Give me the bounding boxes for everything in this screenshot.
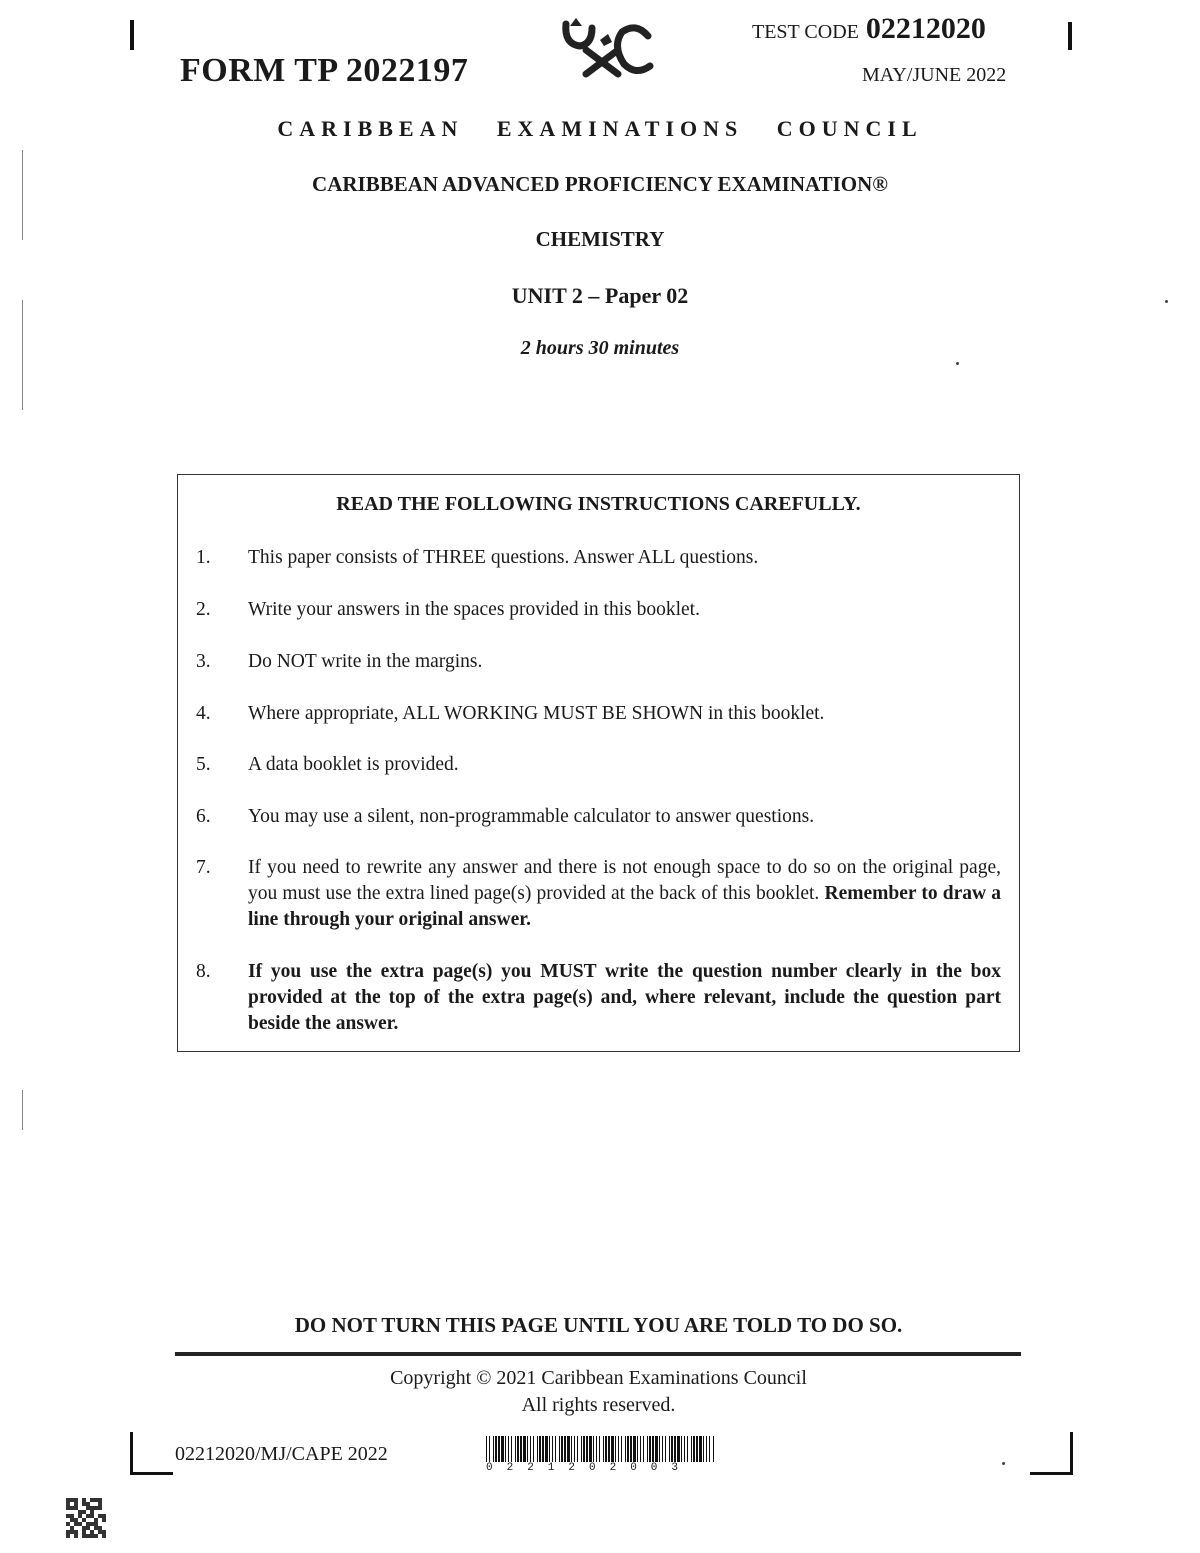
instruction-number: 8. [196,961,211,982]
qr-module [70,1498,74,1502]
barcode-bar [608,1436,610,1462]
barcode-bar [564,1436,566,1462]
barcode-bar [665,1436,666,1462]
barcode-bar [537,1436,538,1462]
exam-name: CARIBBEAN ADVANCED PROFICIENCY EXAMINATION® [312,172,888,196]
cxc-logo-icon [556,14,656,84]
qr-module [86,1522,90,1526]
scan-speck [1002,1462,1005,1465]
barcode-bar [637,1436,638,1462]
qr-module [98,1514,102,1518]
barcode-bar [523,1436,526,1462]
barcode-bar [596,1436,597,1462]
barcode-bar [709,1436,710,1462]
barcode-bar [574,1436,575,1462]
scan-speck [956,362,959,365]
qr-module [86,1526,90,1530]
form-number: FORM TP 2022197 [180,52,469,89]
barcode-bar [561,1436,563,1462]
barcode-bar [542,1436,544,1462]
barcode-bar [647,1436,648,1462]
instruction-text: Write your answers in the spaces provided in this booklet. [248,599,700,620]
barcode-bar [530,1436,531,1462]
barcode-bar [489,1436,490,1462]
barcode-bar [520,1436,522,1462]
barcode-bar [545,1436,548,1462]
barcode-bar [618,1436,619,1462]
barcode-bar [687,1436,688,1462]
qr-module [74,1518,78,1522]
barcode-bar [684,1436,685,1462]
test-code [752,12,986,46]
barcode-bar [643,1436,644,1462]
barcode-bar [527,1436,528,1462]
barcode-bar [515,1436,516,1462]
barcode-bar [533,1436,534,1462]
footer-divider [175,1352,1021,1356]
instructions-box [177,474,1020,1052]
qr-module [66,1506,70,1510]
qr-module [82,1502,86,1506]
qr-module [78,1522,82,1526]
registration-corner-bottom-left [130,1432,173,1475]
qr-module [94,1522,98,1526]
barcode-bar [508,1436,509,1462]
qr-module [66,1514,70,1518]
barcode-bar [593,1436,594,1462]
instruction-number: 2. [196,599,211,620]
barcode-bar [581,1436,582,1462]
qr-module [102,1530,106,1534]
qr-module [86,1506,90,1510]
registration-mark-top-left [130,20,134,50]
rights-line: All rights reserved. [521,1394,676,1416]
barcode-icon [486,1436,714,1462]
barcode-bar [625,1436,626,1462]
qr-module [78,1514,82,1518]
barcode-bar [486,1436,487,1462]
barcode-bar [706,1436,707,1462]
instruction-bold-text: Remember to draw a line through your original answer. [248,883,1001,930]
qr-module [98,1506,102,1510]
qr-module [90,1510,94,1514]
qr-module [70,1530,74,1534]
barcode-bar [567,1436,570,1462]
qr-module [66,1502,70,1506]
qr-module [74,1530,78,1534]
instruction-text: If you need to rewrite any answer and there is not enough space to do so on the original page, you must use the extra lined page(s) provided at the back of this booklet. [248,857,1001,904]
subject-title: CHEMISTRY [535,227,665,251]
qr-module [90,1530,94,1534]
qr-module [74,1522,78,1526]
exam-session: MAY/JUNE 2022 [862,64,1007,86]
barcode-digits: 0221202003 [486,1462,693,1474]
qr-module [82,1526,86,1530]
copyright-line: Copyright © 2021 Caribbean Examinations Council [390,1367,807,1389]
barcode-bar [615,1436,616,1462]
instruction-item [196,597,1001,623]
qr-module [82,1510,86,1514]
registration-mark-top-right [1068,22,1072,50]
instruction-number: 1. [196,547,211,568]
qr-module [90,1522,94,1526]
qr-module [82,1534,86,1538]
exam-duration: 2 hours 30 minutes [520,337,680,359]
test-code-label: TEST CODE [752,21,859,43]
barcode-bar [640,1436,641,1462]
scan-artifact [22,1090,23,1130]
barcode-bar [505,1436,506,1462]
barcode-bar [605,1436,607,1462]
barcode-bar [627,1436,629,1462]
qr-module [94,1518,98,1522]
qr-module [98,1498,102,1502]
qr-module [98,1502,102,1506]
instruction-text: This paper consists of THREE questions. Answer ALL questions. [248,547,759,568]
barcode-bar [693,1436,695,1462]
qr-module [86,1534,90,1538]
qr-module [86,1502,90,1506]
qr-module [94,1506,98,1510]
barcode-bar [511,1436,512,1462]
barcode-bar [669,1436,670,1462]
qr-module [86,1514,90,1518]
barcode-bar [577,1436,578,1462]
barcode-bar [674,1436,676,1462]
barcode-bar [583,1436,585,1462]
barcode-bar [589,1436,592,1462]
barcode-bar [671,1436,673,1462]
qr-module [74,1498,78,1502]
barcode-bar [649,1436,651,1462]
qr-module [82,1530,86,1534]
instruction-item [196,752,1001,778]
barcode-bar [659,1436,660,1462]
qr-module [90,1506,94,1510]
registration-corner-bottom-right [1030,1432,1073,1475]
instruction-text: Where appropriate, ALL WORKING MUST BE SHOWN in this booklet. [248,703,825,724]
barcode-bar [555,1436,556,1462]
copyright [0,1365,1197,1419]
qr-module [70,1518,74,1522]
instruction-item [196,804,1001,830]
instruction-number: 7. [196,857,211,878]
barcode-bar [652,1436,654,1462]
qr-module [102,1518,106,1522]
barcode-bar [586,1436,588,1462]
qr-module [78,1510,82,1514]
qr-module [94,1526,98,1530]
qr-module [66,1530,70,1534]
instruction-item [196,545,1001,571]
instruction-bold-text: If you use the extra page(s) you MUST write the question number clearly in the box provided at the top of the extra page(s) and, where relevant, include the question part beside the answer. [248,961,1001,1034]
barcode-bar [677,1436,680,1462]
qr-module [74,1534,78,1538]
barcode-bar [696,1436,698,1462]
barcode-bar [662,1436,663,1462]
paper-title: UNIT 2 – Paper 02 [511,283,689,308]
barcode-bar [552,1436,553,1462]
do-not-turn-warning: DO NOT TURN THIS PAGE UNTIL YOU ARE TOLD TO DO SO. [294,1313,903,1337]
instruction-item [196,959,1001,1037]
qr-module [74,1502,78,1506]
instruction-text-block [248,855,1001,933]
qr-module [66,1534,70,1538]
barcode-bar [539,1436,541,1462]
qr-module [66,1498,70,1502]
instructions-heading: READ THE FOLLOWING INSTRUCTIONS CAREFULLY. [336,493,861,515]
qr-module [90,1534,94,1538]
barcode-bar [571,1436,572,1462]
barcode-bar [493,1436,494,1462]
barcode-bar [621,1436,622,1462]
council-name: CARIBBEAN EXAMINATIONS COUNCIL [277,116,923,141]
barcode-bar [603,1436,604,1462]
qr-module [94,1498,98,1502]
instruction-number: 6. [196,806,211,827]
qr-module [82,1498,86,1502]
instruction-number: 4. [196,703,211,724]
qr-module [70,1526,74,1530]
barcode-bar [713,1436,714,1462]
barcode-bar [549,1436,550,1462]
instruction-text: A data booklet is provided. [248,754,459,775]
barcode-bar [633,1436,636,1462]
instruction-number: 3. [196,651,211,672]
qr-module [70,1506,74,1510]
qr-module [102,1534,106,1538]
qr-module [82,1518,86,1522]
barcode-bar [599,1436,600,1462]
qr-module [98,1530,102,1534]
barcode-bar [655,1436,658,1462]
instruction-number: 5. [196,754,211,775]
barcode-bar [517,1436,519,1462]
qr-module [102,1514,106,1518]
instruction-text: Do NOT write in the margins. [248,651,483,672]
qr-module [90,1514,94,1518]
paper-code: 02212020/MJ/CAPE 2022 [175,1443,388,1465]
barcode-bar [699,1436,702,1462]
instruction-item [196,701,1001,727]
test-code-number: 02212020 [865,12,986,45]
barcode-bar [703,1436,704,1462]
instruction-text: You may use a silent, non-programmable calculator to answer questions. [248,806,815,827]
barcode-bar [630,1436,632,1462]
barcode-bar [498,1436,500,1462]
qr-module [66,1522,70,1526]
qr-module [70,1514,74,1518]
barcode-bar [681,1436,682,1462]
qr-module [98,1526,102,1530]
qr-module [90,1498,94,1502]
instruction-item [196,855,1001,933]
qr-module [74,1506,78,1510]
instruction-item [196,649,1001,675]
qr-module [94,1534,98,1538]
barcode-bar [495,1436,497,1462]
barcode-bar [611,1436,614,1462]
barcode-bar [691,1436,692,1462]
barcode-bar [501,1436,504,1462]
qr-code-icon [66,1498,106,1538]
barcode-bar [559,1436,560,1462]
